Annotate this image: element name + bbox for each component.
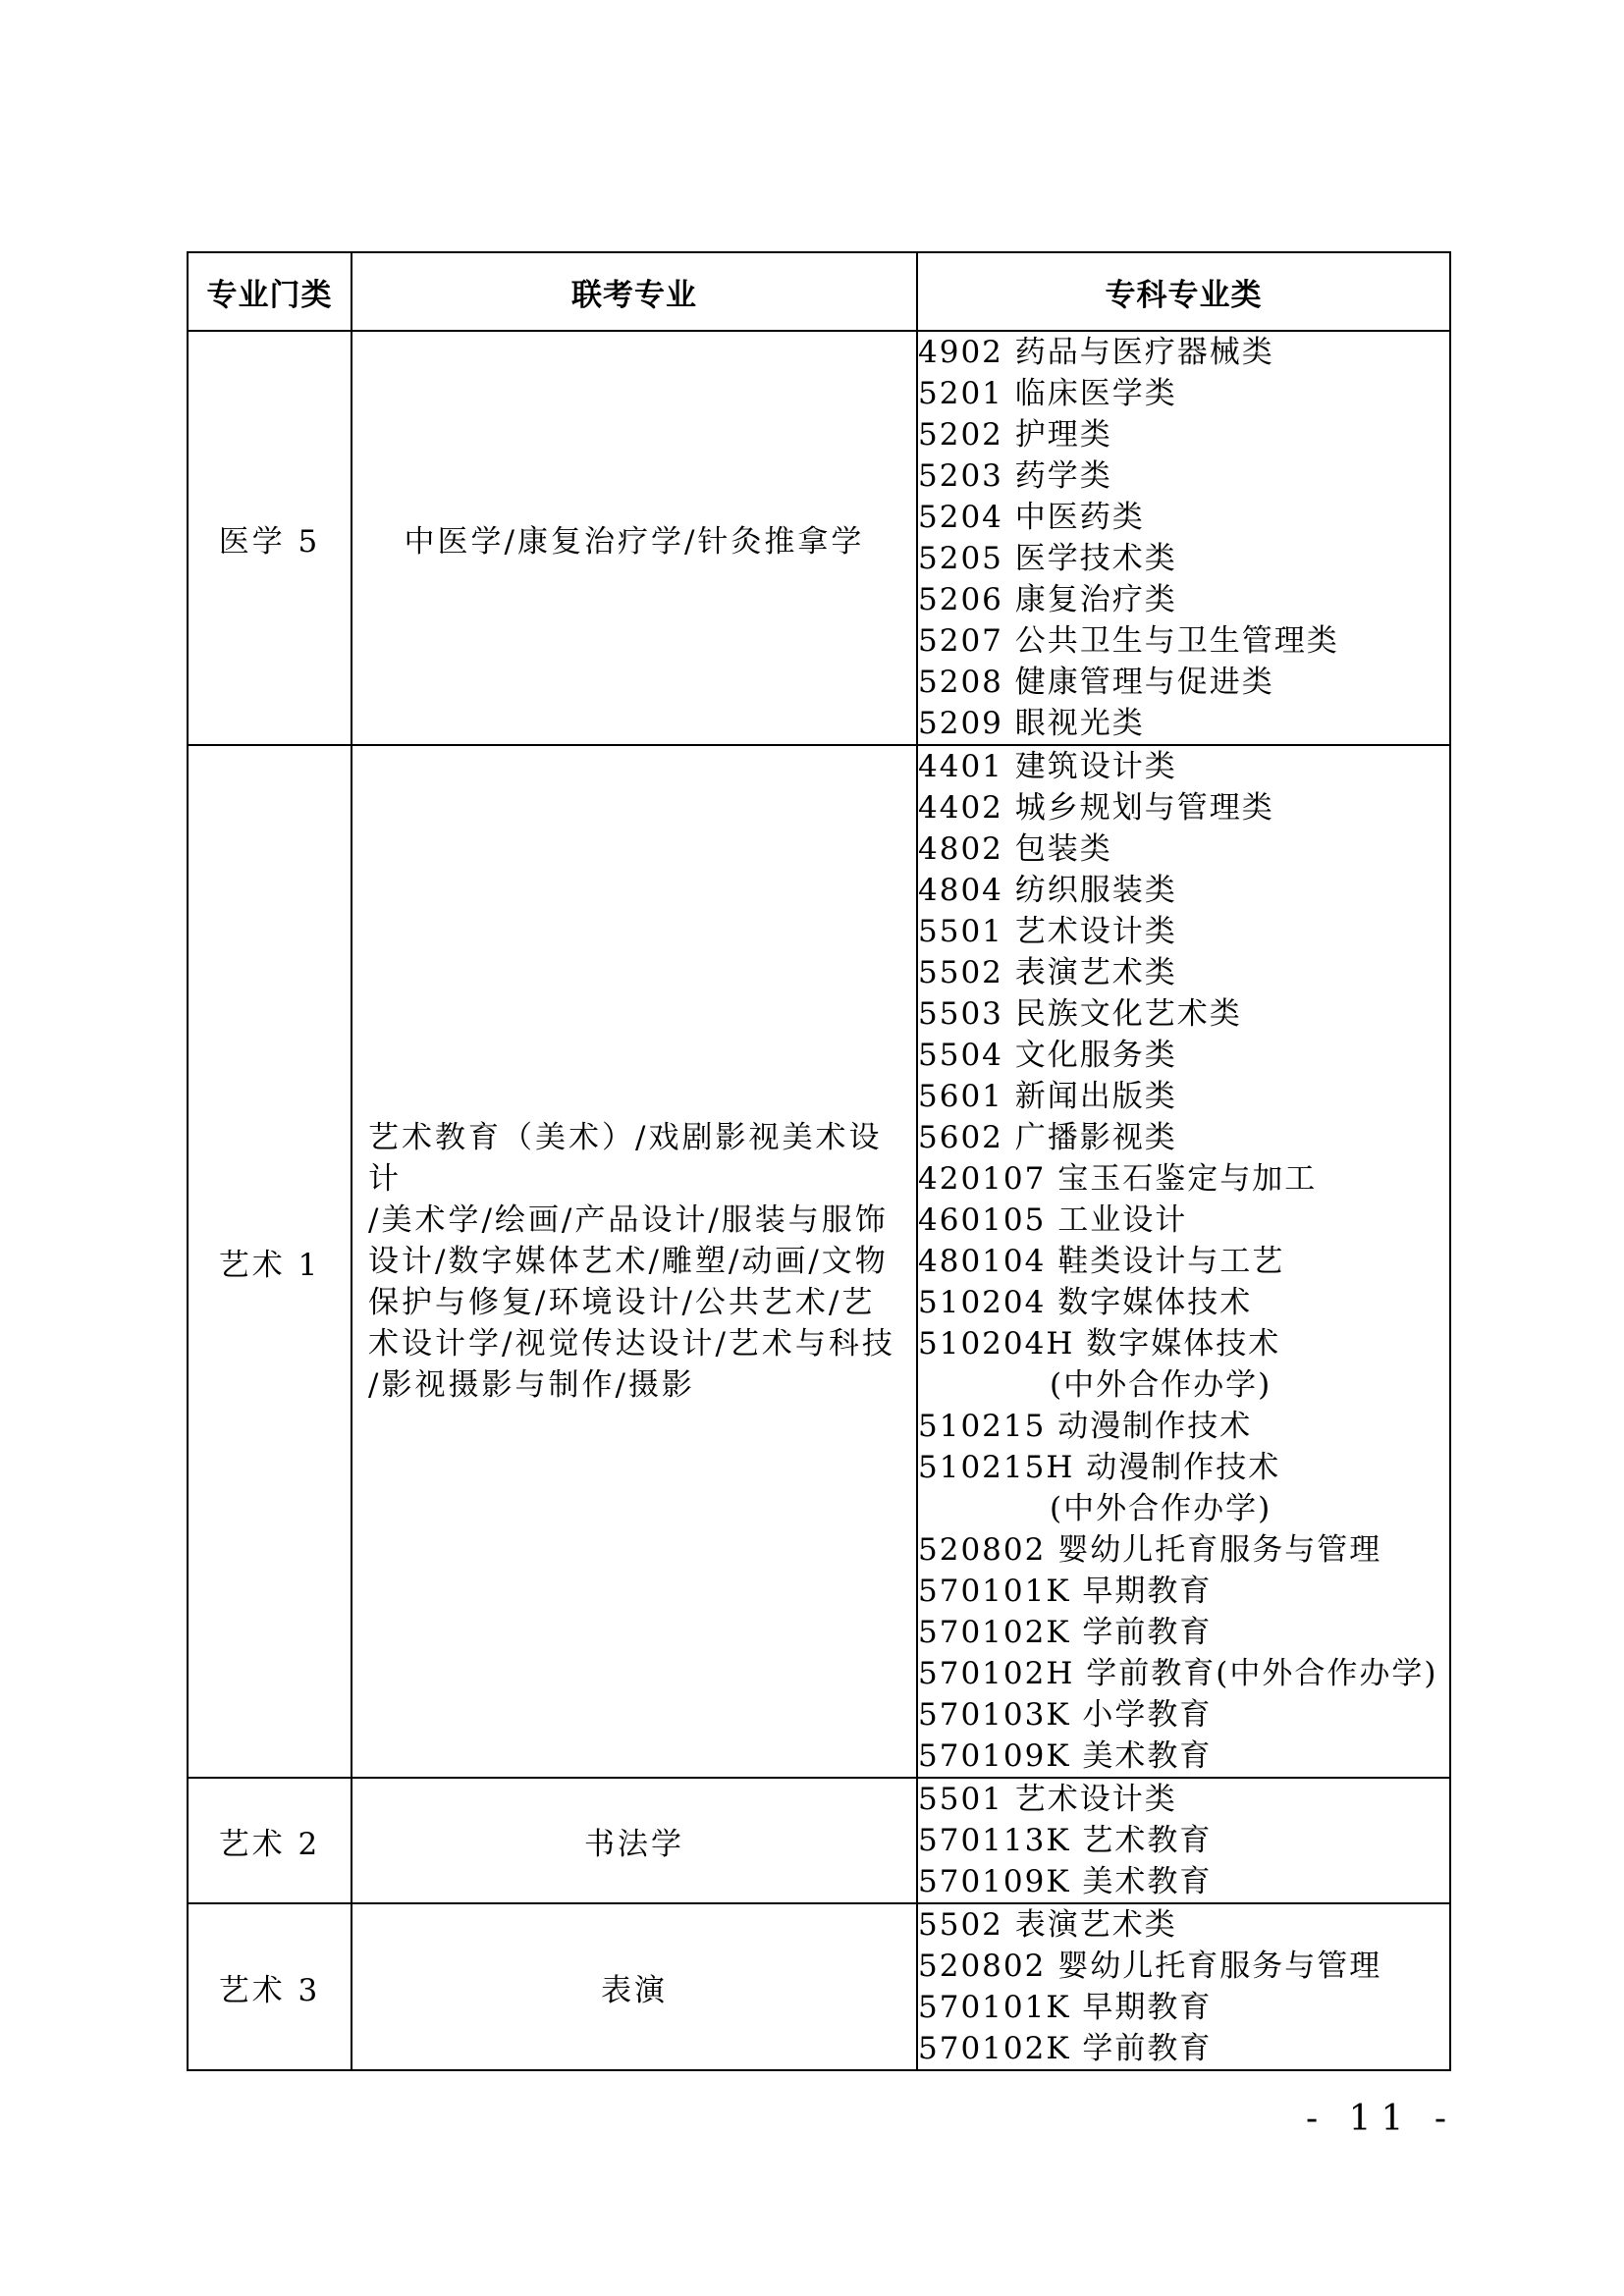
code-item: 5602 广播影视类 [918, 1120, 1177, 1155]
table-row [188, 331, 1450, 745]
code-item: 460105 工业设计 [918, 1202, 1188, 1238]
code-item: 4401 建筑设计类 [918, 749, 1177, 784]
code-item: 570101K 早期教育 [918, 1990, 1213, 2025]
code-item: 4804 纺织服装类 [918, 873, 1177, 908]
code-list-cell [917, 745, 1450, 1778]
code-item: 5203 药学类 [918, 458, 1112, 494]
code-list-cell [917, 1778, 1450, 1903]
major-mapping-table [187, 251, 1451, 2071]
code-item: 5202 护理类 [918, 417, 1112, 453]
code-item: 5201 临床医学类 [918, 376, 1177, 411]
code-item: 420107 宝玉石鉴定与加工 [918, 1161, 1318, 1197]
code-item: 570101K 早期教育 [918, 1574, 1213, 1609]
exam-major-cell [352, 745, 917, 1778]
exam-major-line: 艺术教育（美术）/戏剧影视美术设计 [368, 1120, 883, 1197]
code-item: 5502 表演艺术类 [918, 1907, 1177, 1943]
category-cell: 医学 5 [188, 331, 352, 745]
exam-major-cell: 中医学/康复治疗学/针灸推拿学 [352, 331, 917, 745]
code-item: 5601 新闻出版类 [918, 1079, 1177, 1114]
header-college-major-class: 专科专业类 [917, 252, 1450, 331]
code-item: 570113K 艺术教育 [918, 1823, 1213, 1858]
code-item: 5204 中医药类 [918, 500, 1145, 535]
code-item: 5205 医学技术类 [918, 541, 1177, 576]
table-header-row [188, 252, 1450, 331]
code-item: 5501 艺术设计类 [918, 1782, 1177, 1817]
code-list-cell [917, 331, 1450, 745]
code-item: 4402 城乡规划与管理类 [918, 790, 1274, 826]
code-item: 5504 文化服务类 [918, 1038, 1177, 1073]
code-item: 570109K 美术教育 [918, 1738, 1213, 1774]
code-item-continuation: (中外合作办学) [1050, 1491, 1272, 1526]
page-number: - 11 - [1306, 2099, 1457, 2139]
exam-major-line: /美术学/绘画/产品设计/服装与服饰 [368, 1202, 889, 1238]
header-exam-major: 联考专业 [352, 252, 917, 331]
code-item: 5207 公共卫生与卫生管理类 [918, 623, 1339, 659]
code-item: 510204 数字媒体技术 [918, 1285, 1253, 1320]
code-item: 510215 动漫制作技术 [918, 1409, 1253, 1444]
code-item: 5501 艺术设计类 [918, 914, 1177, 949]
code-item-continuation: (中外合作办学) [1050, 1367, 1272, 1403]
exam-major-line: 术设计学/视觉传达设计/艺术与科技 [368, 1326, 895, 1362]
code-list-cell [917, 1903, 1450, 2070]
category-cell: 艺术 1 [188, 745, 352, 1778]
code-item: 5209 眼视光类 [918, 706, 1145, 741]
exam-major-cell: 书法学 [352, 1778, 917, 1903]
header-category: 专业门类 [188, 252, 352, 331]
code-item: 480104 鞋类设计与工艺 [918, 1244, 1285, 1279]
exam-major-line: 保护与修复/环境设计/公共艺术/艺 [368, 1285, 876, 1320]
exam-major-line: 设计/数字媒体艺术/雕塑/动画/文物 [368, 1244, 889, 1279]
code-item: 5502 表演艺术类 [918, 955, 1177, 990]
code-item: 4902 药品与医疗器械类 [918, 335, 1274, 370]
code-item: 510204H 数字媒体技术 [918, 1326, 1281, 1362]
code-item: 570102H 学前教育(中外合作办学) [918, 1656, 1438, 1691]
category-cell: 艺术 3 [188, 1903, 352, 2070]
code-item: 520802 婴幼儿托育服务与管理 [918, 1949, 1382, 1984]
code-item: 570109K 美术教育 [918, 1864, 1213, 1899]
table-row [188, 1903, 1450, 2070]
code-item: 520802 婴幼儿托育服务与管理 [918, 1532, 1382, 1568]
exam-major-cell: 表演 [352, 1903, 917, 2070]
code-item: 510215H 动漫制作技术 [918, 1450, 1281, 1485]
code-item: 570102K 学前教育 [918, 2031, 1213, 2066]
table-row [188, 745, 1450, 1778]
code-item: 4802 包装类 [918, 831, 1112, 867]
table-row [188, 1778, 1450, 1903]
category-cell: 艺术 2 [188, 1778, 352, 1903]
code-item: 570103K 小学教育 [918, 1697, 1213, 1733]
code-item: 5503 民族文化艺术类 [918, 996, 1242, 1032]
code-item: 5206 康复治疗类 [918, 582, 1177, 617]
code-item: 570102K 学前教育 [918, 1615, 1213, 1650]
code-item: 5208 健康管理与促进类 [918, 665, 1274, 700]
exam-major-line: /影视摄影与制作/摄影 [368, 1367, 695, 1403]
